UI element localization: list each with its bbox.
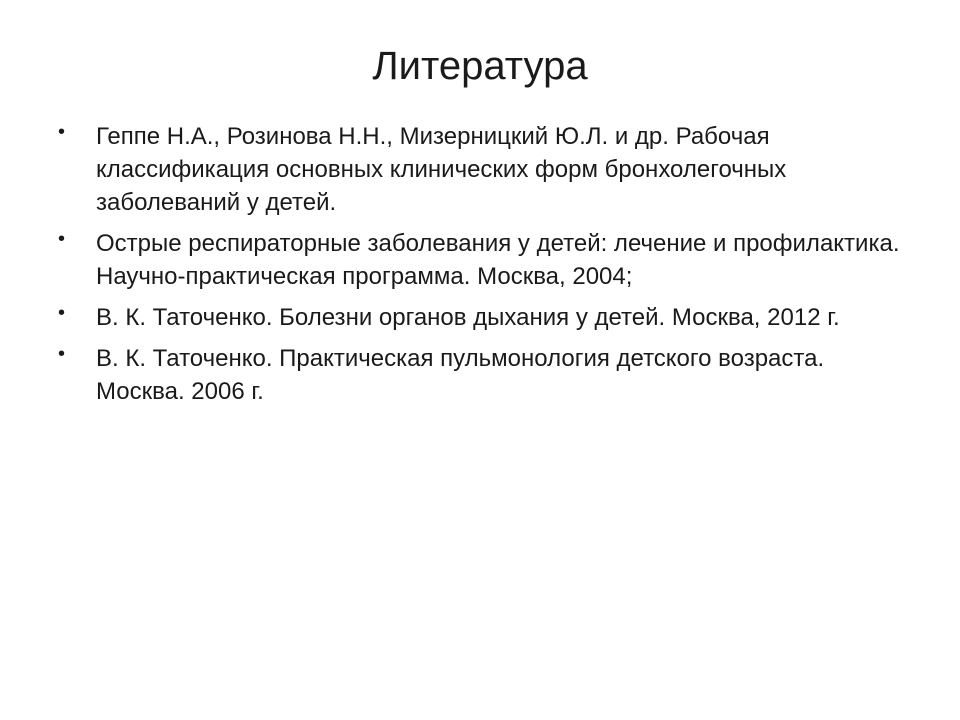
reference-item: [56, 120, 916, 219]
reference-item: [56, 342, 916, 408]
bullet-icon: •: [58, 228, 66, 250]
reference-text: Геппе Н.А., Розинова Н.Н., Мизерницкий Ю.Л. и др. Рабочая классификация основных клинических форм бронхолегочных заболеваний у детей.: [96, 123, 787, 216]
references-list: [56, 120, 916, 416]
reference-text: Острые респираторные заболевания у детей: лечение и профилактика. Научно-практическая программа. Москва, 2004;: [96, 230, 900, 290]
reference-text: В. К. Таточенко. Практическая пульмонология детского возраста. Москва. 2006 г.: [96, 345, 825, 405]
reference-item: [56, 301, 916, 334]
slide-title: Литература: [372, 44, 588, 88]
bullet-icon: •: [58, 302, 66, 324]
reference-item: [56, 227, 916, 293]
bullet-icon: •: [58, 121, 66, 143]
bullet-icon: •: [58, 343, 66, 365]
reference-text: В. К. Таточенко. Болезни органов дыхания у детей. Москва, 2012 г.: [96, 304, 840, 331]
